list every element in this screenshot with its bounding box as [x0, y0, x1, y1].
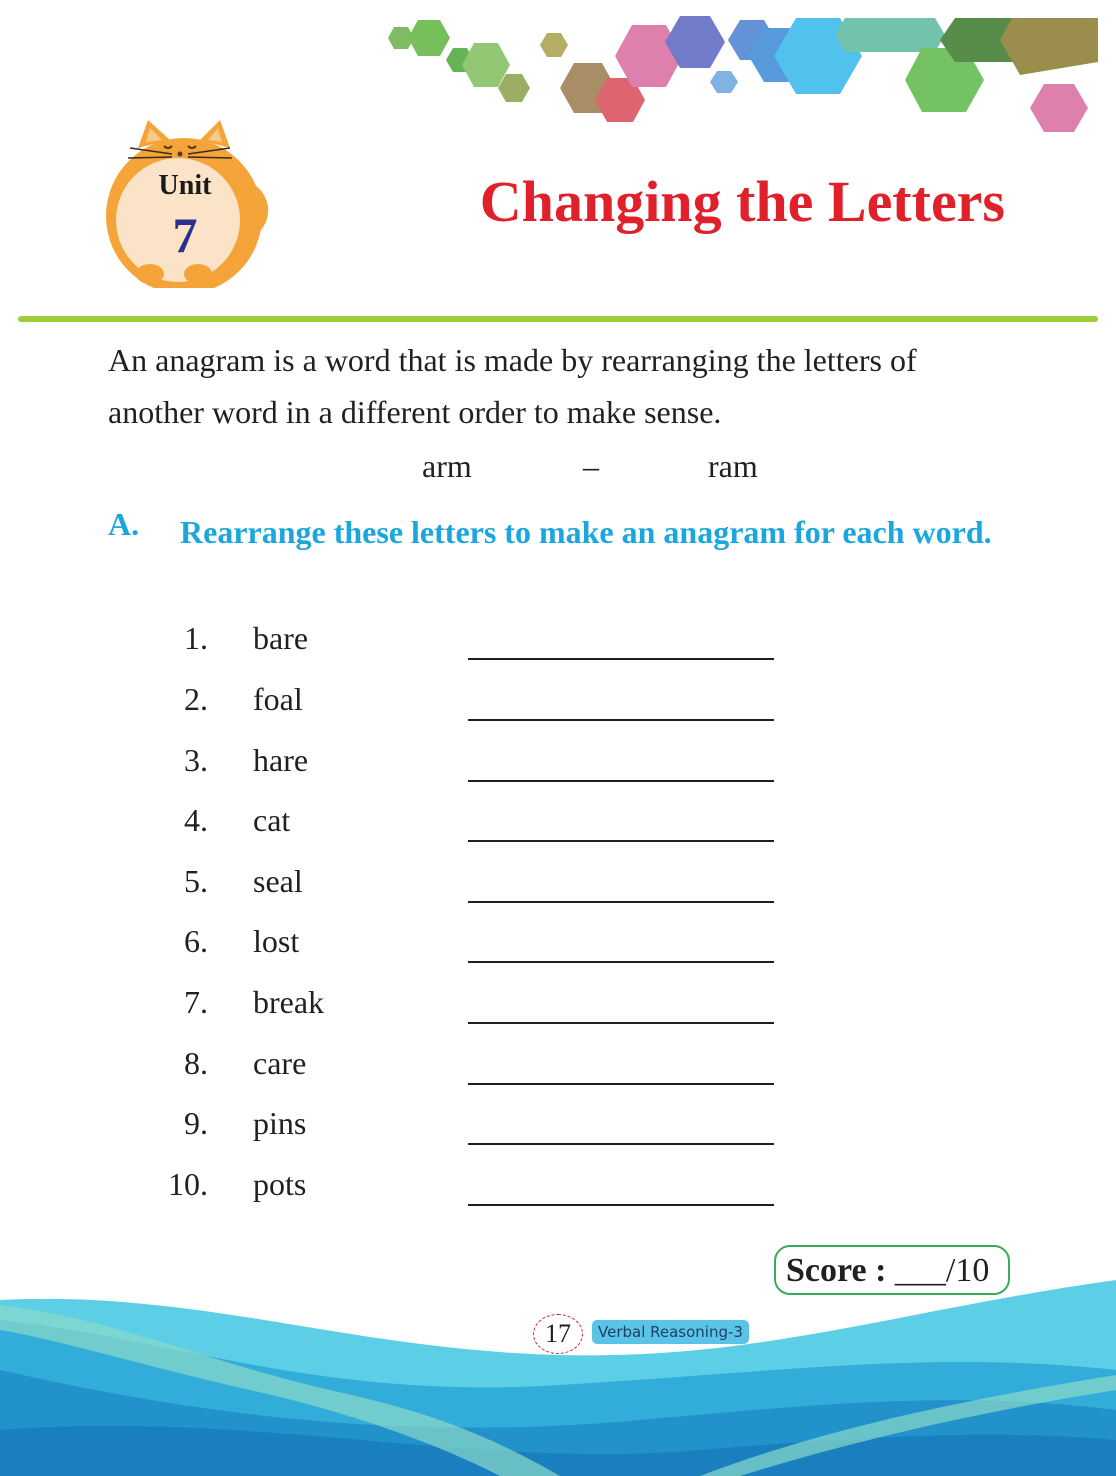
answer-blank[interactable]: [468, 1083, 774, 1085]
list-item: [0, 802, 1116, 862]
list-item: [0, 1045, 1116, 1105]
item-number: 7.: [184, 984, 208, 1020]
list-item: [0, 1166, 1116, 1226]
item-word: seal: [253, 863, 303, 899]
item-word: hare: [253, 742, 309, 778]
unit-label: Unit: [158, 170, 212, 201]
list-item: [0, 984, 1116, 1044]
list-item: [0, 742, 1116, 802]
section-letter: A.: [108, 506, 140, 542]
example-left-word: arm: [422, 448, 472, 484]
answer-blank[interactable]: [468, 961, 774, 963]
item-number: 4.: [184, 802, 208, 838]
item-word: break: [253, 984, 325, 1020]
item-number: 10.: [168, 1166, 208, 1202]
item-word: lost: [253, 923, 300, 959]
wave-decoration: [0, 1280, 1116, 1476]
page-title: Changing the Letters: [479, 169, 1005, 234]
section-instruction: Rearrange these letters to make an anagram for each word.: [180, 514, 992, 550]
example-right-word: ram: [708, 448, 758, 484]
header-divider: [18, 316, 1098, 322]
score-box: [774, 1245, 1010, 1295]
list-item: [0, 863, 1116, 923]
item-number: 5.: [184, 863, 208, 899]
answer-blank[interactable]: [468, 780, 774, 782]
unit-badge: [100, 118, 270, 288]
book-title-badge: Verbal Reasoning-3: [592, 1320, 749, 1344]
item-word: pots: [253, 1166, 307, 1202]
list-item: [0, 923, 1116, 983]
score-label: Score :: [786, 1252, 887, 1289]
item-word: bare: [253, 620, 309, 656]
answer-blank[interactable]: [468, 840, 774, 842]
answer-blank[interactable]: [468, 658, 774, 660]
answer-blank[interactable]: [468, 1022, 774, 1024]
item-number: 2.: [184, 681, 208, 717]
answer-blank[interactable]: [468, 719, 774, 721]
item-number: 1.: [184, 620, 208, 656]
list-item: [0, 620, 1116, 680]
item-number: 8.: [184, 1045, 208, 1081]
answer-blank[interactable]: [468, 1204, 774, 1206]
answer-blank[interactable]: [468, 1143, 774, 1145]
item-word: care: [253, 1045, 307, 1081]
item-word: cat: [253, 802, 291, 838]
item-word: foal: [253, 681, 303, 717]
item-number: 3.: [184, 742, 208, 778]
unit-number: 7: [172, 207, 198, 263]
score-value: ___/10: [894, 1252, 990, 1289]
list-item: [0, 681, 1116, 741]
item-word: pins: [253, 1105, 307, 1141]
intro-paragraph: An anagram is a word that is made by rearranging the letters of another word in a different order to make sense.: [108, 342, 917, 430]
item-number: 6.: [184, 923, 208, 959]
item-number: 9.: [184, 1105, 208, 1141]
list-item: [0, 1105, 1116, 1165]
page-number: 17: [533, 1314, 583, 1354]
example-dash: –: [583, 448, 599, 484]
answer-blank[interactable]: [468, 901, 774, 903]
